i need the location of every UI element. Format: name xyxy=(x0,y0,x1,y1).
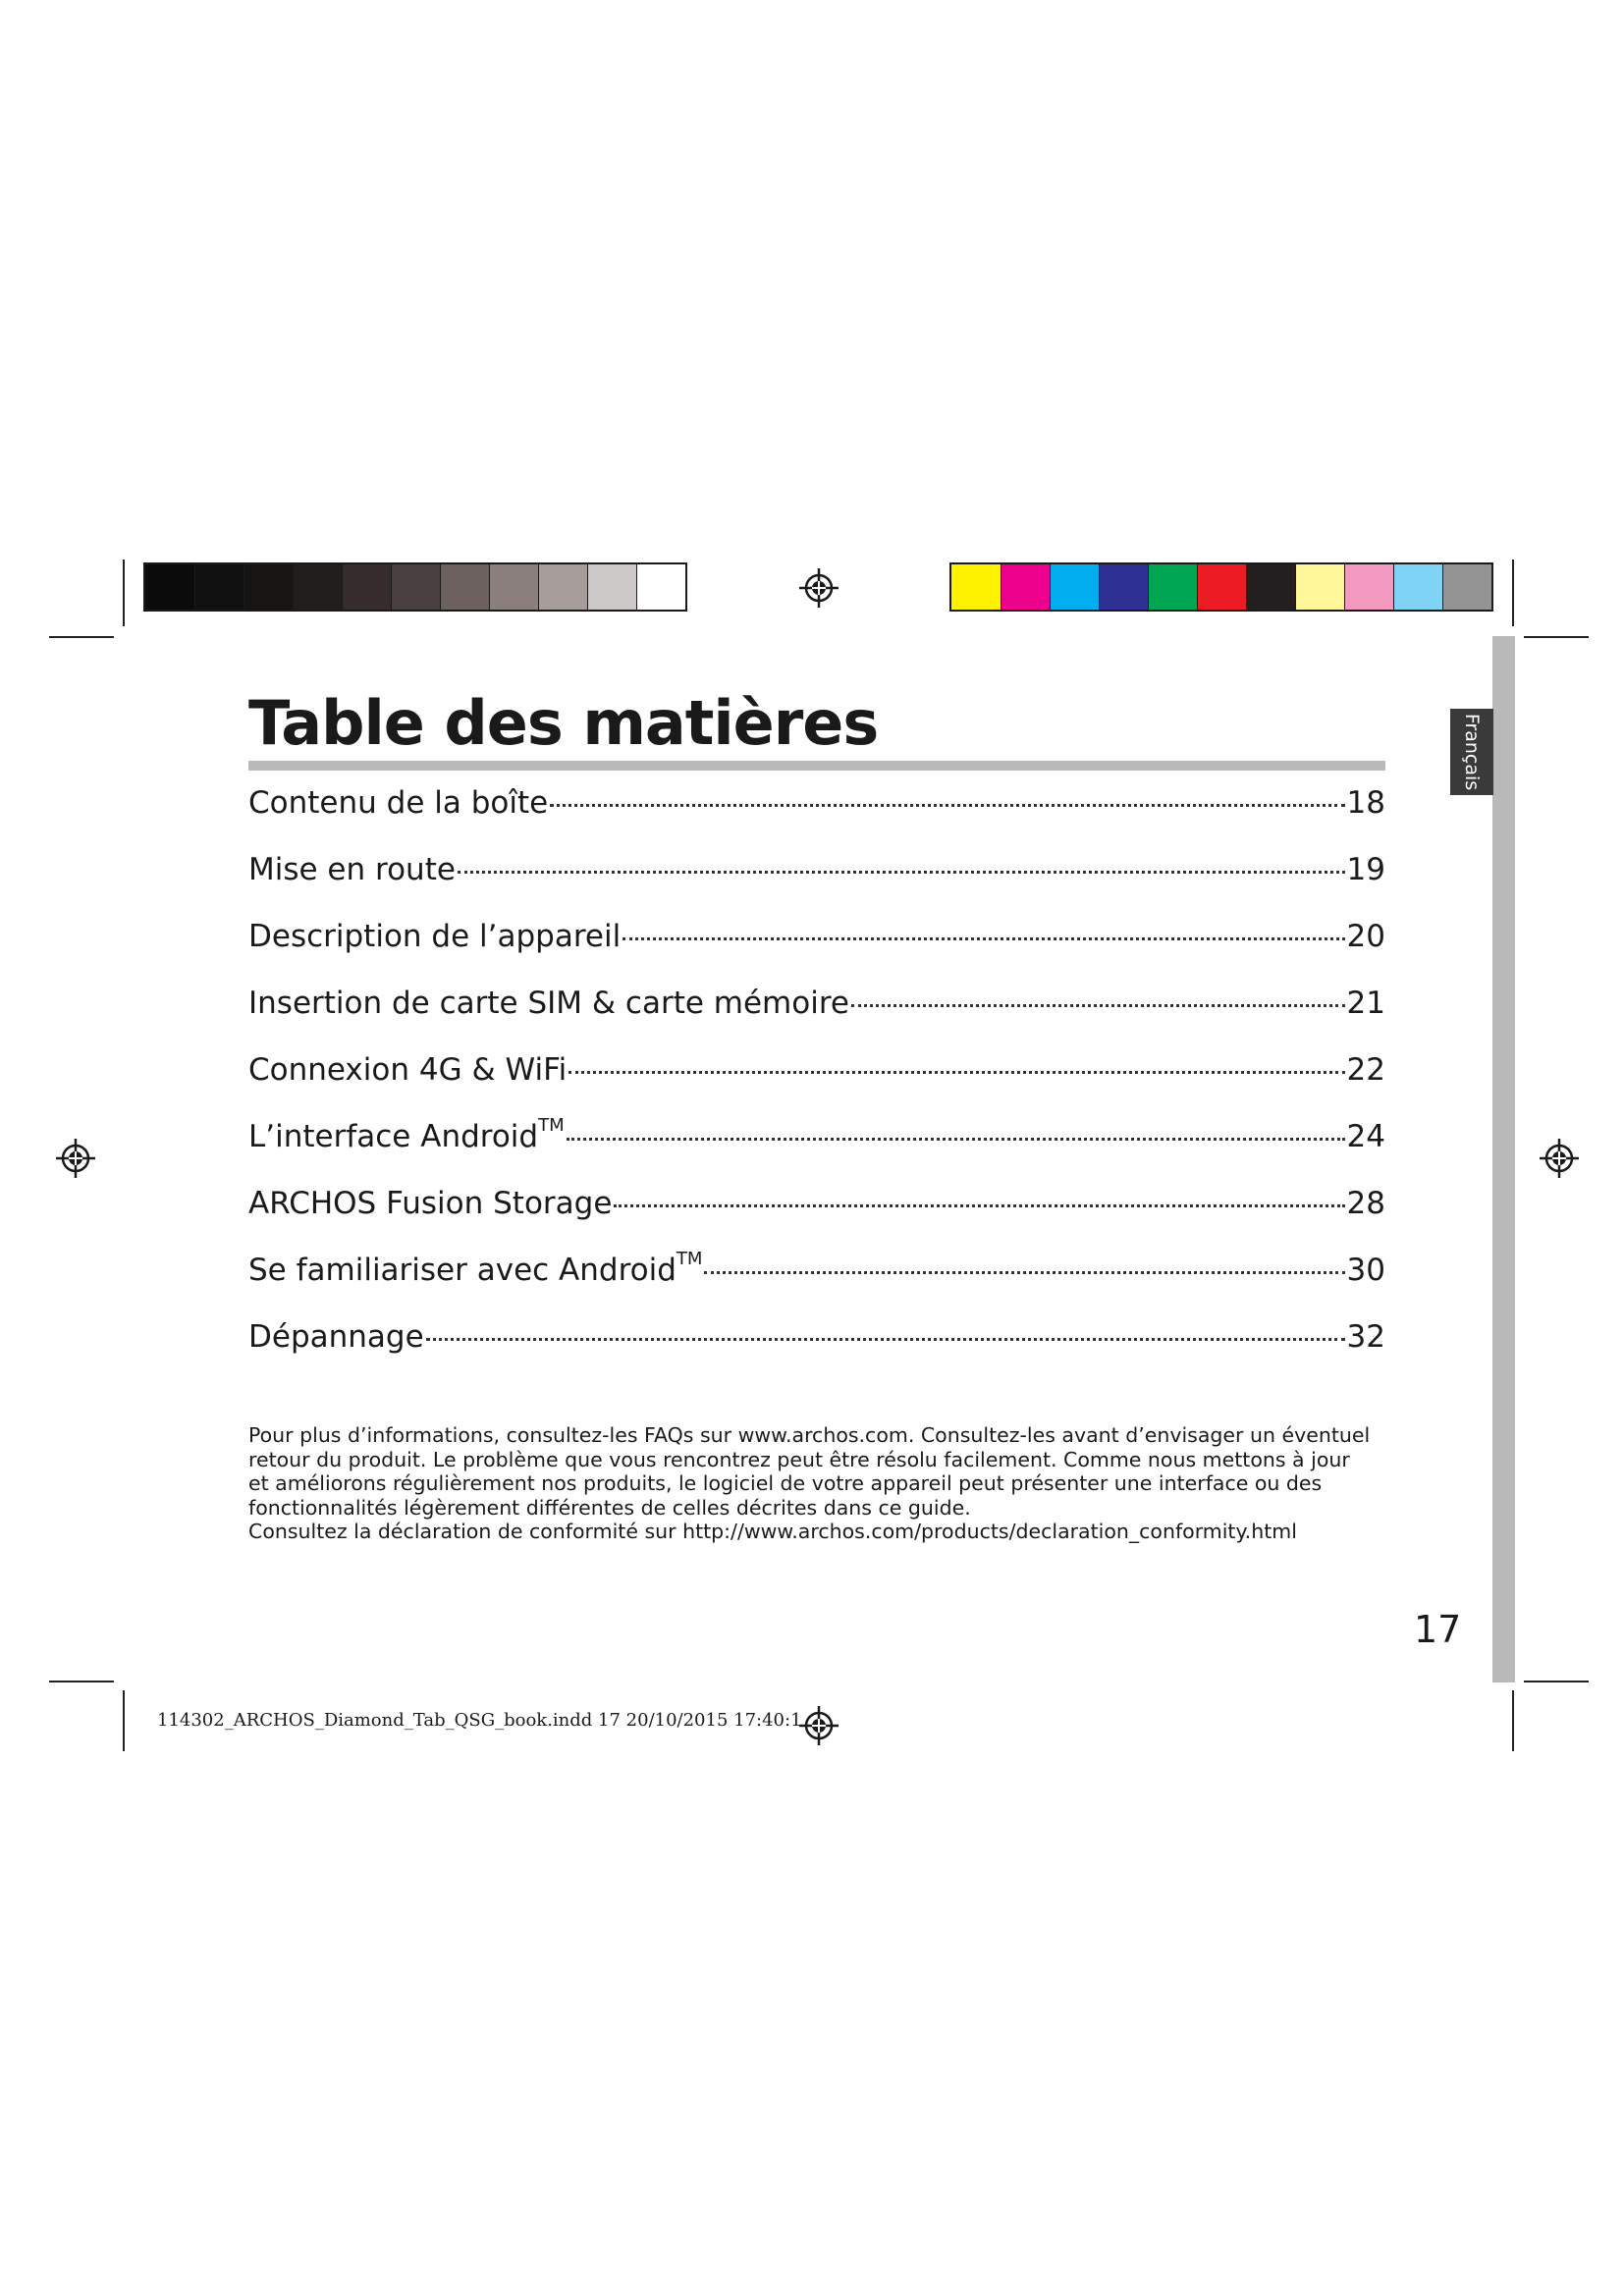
process-color-swatch xyxy=(951,564,1001,610)
toc-entry-page: 19 xyxy=(1346,852,1385,887)
process-color-swatch xyxy=(1050,564,1099,610)
info-paragraph-line: retour du produit. Le problème que vous rencontrez peut être résolu facilement. Comme nous mettons à jour xyxy=(248,1447,1350,1471)
toc-leader-dots xyxy=(568,1071,1344,1074)
grayscale-swatch xyxy=(293,564,342,610)
trademark-superscript: TM xyxy=(538,1115,565,1136)
page-title: Table des matières xyxy=(248,687,879,759)
crop-mark-top-right-vertical xyxy=(1512,560,1514,626)
toc-leader-dots xyxy=(851,1004,1345,1007)
toc-entry-label xyxy=(248,852,456,887)
crop-mark-top-left-horizontal xyxy=(49,636,114,638)
toc-entry-label xyxy=(248,986,849,1021)
grayscale-swatch xyxy=(145,564,194,610)
process-color-swatch xyxy=(1344,564,1393,610)
toc-entry[interactable] xyxy=(248,1186,1385,1253)
info-paragraph-line: fonctionnalités légèrement différentes de celles décrites dans ce guide. xyxy=(248,1495,971,1520)
toc-entry[interactable] xyxy=(248,986,1385,1052)
crop-mark-bottom-left-vertical xyxy=(123,1690,125,1751)
toc-entry-label xyxy=(248,785,548,821)
grayscale-swatch xyxy=(538,564,587,610)
grayscale-swatch xyxy=(587,564,636,610)
registration-mark-icon xyxy=(1539,1138,1580,1179)
toc-leader-dots xyxy=(623,937,1344,940)
grayscale-swatch xyxy=(244,564,293,610)
toc-entry-page: 28 xyxy=(1346,1186,1385,1221)
toc-entry-title: Se familiariser avec Android xyxy=(248,1253,677,1288)
grayscale-swatch xyxy=(440,564,489,610)
grayscale-swatch xyxy=(489,564,538,610)
process-color-swatch xyxy=(1148,564,1197,610)
toc-entry-page: 22 xyxy=(1346,1052,1385,1088)
crop-mark-bottom-right-horizontal xyxy=(1524,1681,1589,1682)
toc-entry-page: 18 xyxy=(1346,785,1385,821)
grayscale-swatch xyxy=(194,564,244,610)
process-color-swatch xyxy=(1295,564,1344,610)
toc-entry-label xyxy=(248,1319,424,1355)
registration-mark-icon xyxy=(798,567,839,609)
toc-entry-title: ARCHOS Fusion Storage xyxy=(248,1186,613,1221)
toc-entry[interactable] xyxy=(248,1249,1385,1319)
toc-entry[interactable] xyxy=(248,1319,1385,1386)
info-paragraph-line: et améliorons régulièrement nos produits, le logiciel de votre appareil peut présenter une interface ou des xyxy=(248,1471,1323,1495)
toc-entry[interactable] xyxy=(248,919,1385,986)
trademark-superscript: TM xyxy=(676,1249,703,1269)
process-color-swatch xyxy=(1001,564,1050,610)
title-underline xyxy=(248,761,1385,771)
print-slug: 114302_ARCHOS_Diamond_Tab_QSG_book.indd 17 20/10/2015 17:40:1 xyxy=(157,1710,802,1731)
info-paragraph-line: Consultez la déclaration de conformité sur http://www.archos.com/products/declaration_conformity.html xyxy=(248,1520,1297,1543)
process-color-swatch xyxy=(1393,564,1442,610)
toc-entry-page: 32 xyxy=(1346,1319,1385,1355)
toc-entry-label xyxy=(248,919,621,954)
grayscale-swatch xyxy=(342,564,391,610)
info-paragraph-line: Pour plus d’informations, consultez-les FAQs sur www.archos.com. Consultez-les avant d’envisager un éventuel xyxy=(248,1423,1371,1447)
toc-leader-dots xyxy=(550,804,1344,807)
toc-entry-title: L’interface Android xyxy=(248,1119,539,1154)
process-color-bar xyxy=(949,562,1493,612)
crop-mark-bottom-left-horizontal xyxy=(49,1681,114,1682)
grayscale-color-bar xyxy=(143,562,687,612)
toc-entry-title: Mise en route xyxy=(248,852,456,887)
toc-entry-title: Connexion 4G & WiFi xyxy=(248,1052,568,1088)
crop-mark-top-right-horizontal xyxy=(1524,636,1589,638)
crop-mark-bottom-right-vertical xyxy=(1512,1690,1514,1751)
side-margin-bar xyxy=(1492,636,1515,1682)
toc-entry-page: 21 xyxy=(1346,986,1385,1021)
crop-mark-top-left-vertical xyxy=(123,560,125,626)
language-tab xyxy=(1450,709,1493,795)
toc-entry-page: 30 xyxy=(1346,1253,1385,1288)
toc-entry-label xyxy=(248,1249,703,1288)
info-paragraph xyxy=(248,1423,1387,1544)
language-tab-label: Français xyxy=(1461,713,1483,791)
toc-entry-page: 20 xyxy=(1346,919,1385,954)
toc-entry-title: Contenu de la boîte xyxy=(248,785,549,821)
toc-entry-title: Dépannage xyxy=(248,1319,424,1355)
table-of-contents xyxy=(248,785,1385,1386)
toc-entry-label xyxy=(248,1115,565,1154)
process-color-swatch xyxy=(1442,564,1491,610)
toc-leader-dots xyxy=(567,1138,1345,1141)
toc-entry[interactable] xyxy=(248,1115,1385,1186)
toc-entry-label xyxy=(248,1052,567,1088)
grayscale-swatch xyxy=(636,564,685,610)
toc-leader-dots xyxy=(614,1204,1344,1207)
registration-mark-icon xyxy=(55,1138,96,1179)
grayscale-swatch xyxy=(391,564,440,610)
toc-entry[interactable] xyxy=(248,1052,1385,1119)
toc-leader-dots xyxy=(458,871,1345,874)
toc-entry[interactable] xyxy=(248,785,1385,852)
toc-entry-title: Insertion de carte SIM & carte mémoire xyxy=(248,986,849,1021)
toc-entry-title: Description de l’appareil xyxy=(248,919,622,954)
registration-mark-icon xyxy=(798,1705,839,1746)
process-color-swatch xyxy=(1197,564,1246,610)
process-color-swatch xyxy=(1246,564,1295,610)
toc-entry-label xyxy=(248,1186,612,1221)
process-color-swatch xyxy=(1099,564,1148,610)
toc-entry[interactable] xyxy=(248,852,1385,919)
page-number: 17 xyxy=(1414,1608,1462,1651)
toc-entry-page: 24 xyxy=(1346,1119,1385,1154)
toc-leader-dots xyxy=(704,1271,1344,1274)
toc-leader-dots xyxy=(426,1338,1345,1341)
